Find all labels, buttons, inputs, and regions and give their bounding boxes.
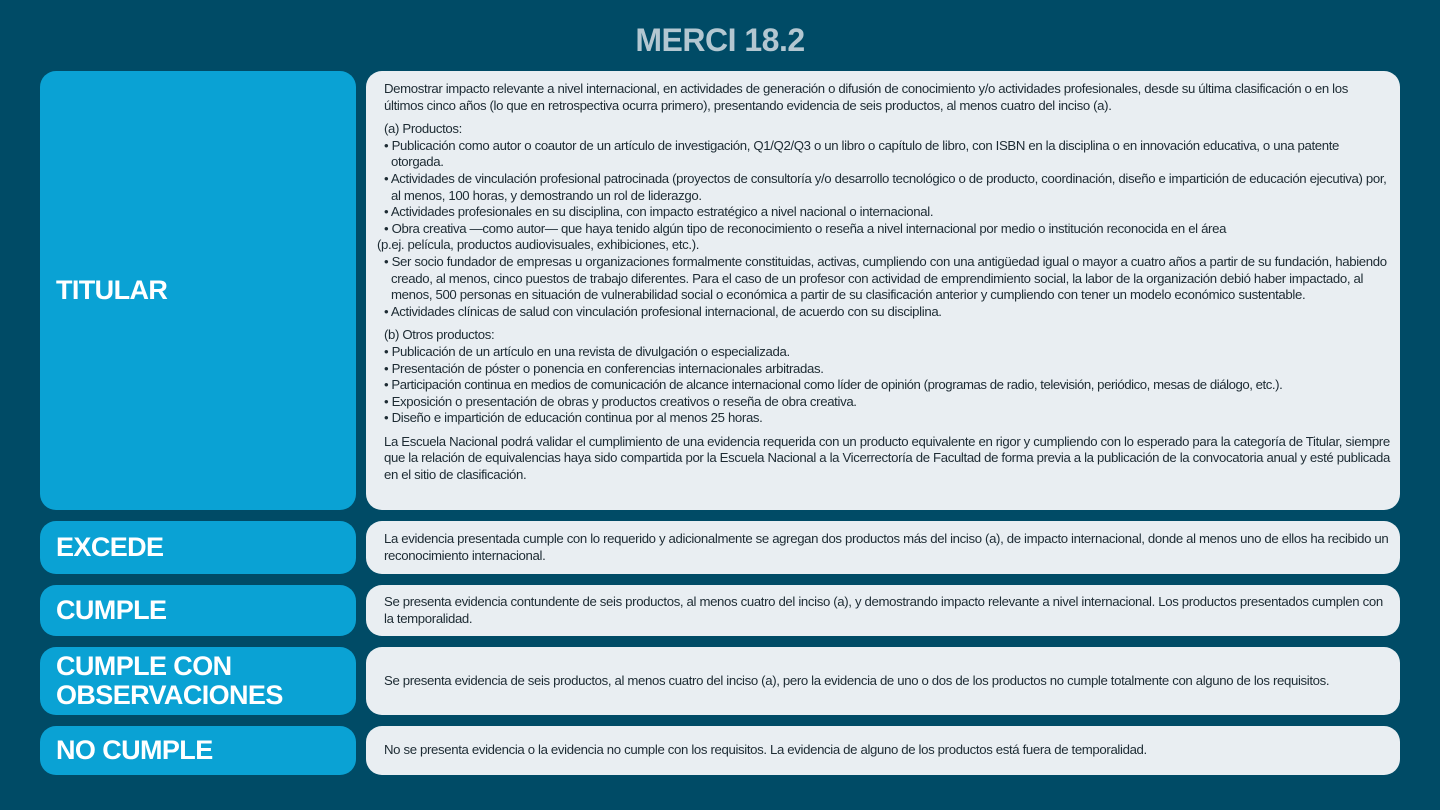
section-b-item: • Exposición o presentación de obras y productos creativos o reseña de obra creativa.: [384, 393, 857, 409]
box-cumple: [366, 585, 1400, 636]
titular-closing: La Escuela Nacional podrá validar el cumplimiento de una evidencia requerida con un producto equivalente en rigor y cumpliendo con lo esperado para la categoría de Titular, siempre que la relación de equivalencias haya sido compartida por la Escuela Nacional a la Vicerrectoría de Facultad de forma previa a la publicación de la convocatoria anual y esté publicada en el sitio de clasificación.: [384, 433, 1390, 483]
section-b-item: • Presentación de póster o ponencia en conferencias internacionales arbitradas.: [384, 360, 824, 376]
label-no-cumple: NO CUMPLE: [40, 726, 356, 775]
section-b-item: • Diseño e impartición de educación continua por al menos 25 horas.: [384, 410, 763, 426]
label-cumple: CUMPLE: [40, 585, 356, 636]
section-a: [377, 121, 1390, 320]
section-a-item: • Actividades clínicas de salud con vinculación profesional internacional, de acuerdo con su disciplina.: [384, 303, 942, 319]
box-cumple-observaciones: [366, 647, 1400, 715]
excede-text: La evidencia presentada cumple con lo requerido y adicionalmente se agregan dos productos más del inciso (a), de impacto internacional, donde al menos uno de ellos ha recibido un reconocimiento internacional.: [384, 530, 1389, 563]
no-cumple-text: No se presenta evidencia o la evidencia no cumple con los requisitos. La evidencia de alguno de los productos está fuera de temporalidad.: [384, 742, 1147, 758]
section-a-item: • Actividades de vinculación profesional patrocinada (proyectos de consultoría y/o desarrollo tecnológico o de producto, coordinación, diseño e impartición de educación ejecutiva) por, al menos, 100 horas, y demostrando un rol de liderazgo.: [384, 170, 1387, 203]
section-b-heading: (b) Otros productos:: [384, 327, 495, 343]
section-b-item: • Publicación de un artículo en una revista de divulgación o especializada.: [384, 343, 790, 359]
section-b-item: • Participación continua en medios de comunicación de alcance internacional como líder de opinión (programas de radio, televisión, periódico, mesas de diálogo, etc.).: [384, 377, 1283, 393]
label-cumple-observaciones: CUMPLE CON OBSERVACIONES: [40, 647, 356, 715]
label-titular: TITULAR: [40, 71, 356, 510]
box-titular: [366, 71, 1400, 510]
cumple-observaciones-text: Se presenta evidencia de seis productos, al menos cuatro del inciso (a), pero la evidencia de uno o dos de los productos no cumple totalmente con alguno de los requisitos.: [384, 672, 1330, 688]
section-b: [384, 327, 1390, 427]
section-a-item: • Obra creativa —como autor— que haya tenido algún tipo de reconocimiento o reseña a nivel internacional por medio o institución reconocida en el área: [384, 220, 1227, 236]
label-excede: EXCEDE: [40, 521, 356, 574]
page-title: MERCI 18.2: [635, 22, 805, 58]
section-a-heading: (a) Productos:: [384, 121, 462, 137]
section-a-item: • Publicación como autor o coautor de un artículo de investigación, Q1/Q2/Q3 o un libro o capítulo de libro, con ISBN en la disciplina o en innovación educativa, o una patente otorgada.: [384, 137, 1340, 170]
section-a-item: • Ser socio fundador de empresas u organizaciones formalmente constituidas, activas, cumpliendo con una antigüedad igual o mayor a cuatro años a partir de su fundación, habiendo creado, al menos, cinco puestos de trabajo diferentes. Para el caso de un profesor con actividad de emprendimiento social, la labor de la organización debió haber impactado, al menos, 500 personas en situación de vulnerabilidad social o económica a partir de su clasificación anterior y cumpliendo con tener un modelo económico sustentable.: [384, 253, 1387, 303]
titular-intro: Demostrar impacto relevante a nivel internacional, en actividades de generación o difusión de conocimiento y/o actividades profesionales, desde su última clasificación o en los últimos cinco años (lo que en retrospectiva ocurra primero), presentando evidencia de seis productos, al menos cuatro del inciso (a).: [384, 81, 1348, 113]
box-no-cumple: [366, 726, 1400, 775]
section-a-item: • Actividades profesionales en su disciplina, con impacto estratégico a nivel nacional o internacional.: [384, 204, 934, 220]
box-excede: [366, 521, 1400, 574]
cumple-text: Se presenta evidencia contundente de seis productos, al menos cuatro del inciso (a), y demostrando impacto relevante a nivel internacional. Los productos presentados cumplen con la temporalidad.: [384, 593, 1383, 626]
section-a-item-continuation: (p.ej. película, productos audiovisuales, exhibiciones, etc.).: [377, 237, 700, 253]
